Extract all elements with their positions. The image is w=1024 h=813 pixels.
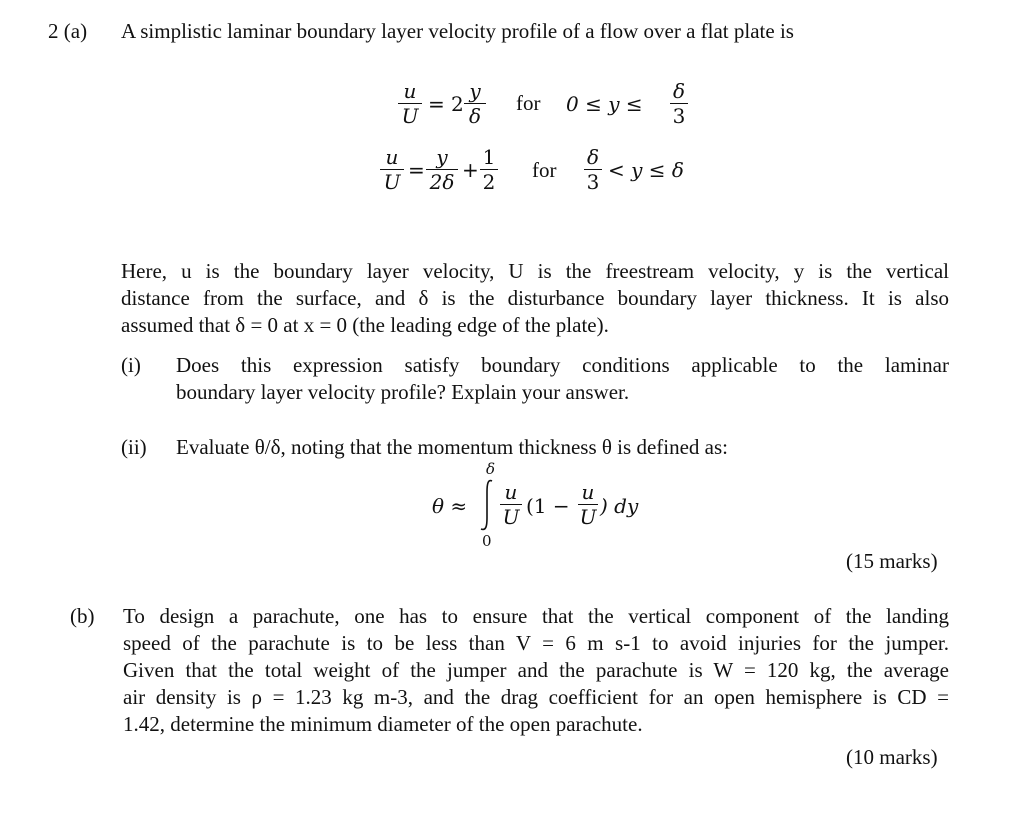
eq2-cond-num: δ [586,145,600,169]
eq1-cond-num: δ [672,79,686,103]
eq1-rhs-num: y [469,79,481,103]
eq2-rhs-den: 2δ [429,170,455,195]
description-line-1: Here, u is the boundary layer velocity, U is the freestream velocity, y is the vertical [121,259,949,283]
integral-f2-den: U [579,505,597,530]
intro-text: A simplistic laminar boundary layer velocity profile of a flow over a flat plate is [121,19,794,43]
eq2-lhs-fraction [380,146,404,193]
eq1-lhs-den: U [401,104,419,129]
part-b-line-4: air density is ρ = 1.23 kg m-3, and the drag coefficient for an open hemisphere is CD = [123,685,949,709]
eq2-cond-fraction [584,146,602,193]
eq2-for: for [532,158,557,182]
eq2-rhs-num: y [436,145,448,169]
part-b-label: (b) [70,604,95,628]
integral-sign-icon [478,478,496,532]
question-number: 2 (a) [48,19,88,43]
eq1-equals: = [428,92,445,116]
subquestion-i-line-2: boundary layer velocity profile? Explain your answer. [176,380,630,404]
integral-f1-num: u [504,480,518,504]
eq1-cond-den: 3 [672,104,686,129]
integral-close: ) dy [600,494,639,518]
integral-fraction-1 [500,481,522,528]
eq2-plus: + [462,158,479,182]
eq1-lhs-fraction [398,80,422,127]
marks-part-b: (10 marks) [846,745,938,769]
eq1-lhs-num: u [403,79,417,103]
subquestion-i-line-1: Does this expression satisfy boundary conditions applicable to the laminar [176,353,949,377]
eq1-coef: 2 [451,92,464,116]
subquestion-ii-label: (ii) [121,435,147,459]
eq1-rhs-fraction [464,80,486,127]
integral-fraction-2 [578,481,598,528]
integral-lhs: θ ≈ [432,494,468,518]
eq1-rhs-den: δ [468,104,482,129]
eq2-lhs-den: U [383,170,401,195]
eq2-const-den: 2 [482,170,496,195]
integral-f1-den: U [502,505,520,530]
description-line-3: assumed that δ = 0 at x = 0 (the leading edge of the plate). [121,313,609,337]
eq1-condition: 0 ≤ y ≤ [566,92,643,116]
integral-upper-limit: δ [486,460,496,478]
eq2-const-fraction [480,146,498,193]
part-b-line-1: To design a parachute, one has to ensure that the vertical component of the landing [123,604,949,628]
subquestion-ii-text: Evaluate θ/δ, noting that the momentum thickness θ is defined as: [176,435,728,459]
integral-open: (1 − [526,494,570,518]
marks-part-a: (15 marks) [846,549,938,573]
eq2-rhs-fraction [426,146,458,193]
eq2-const-num: 1 [482,145,496,169]
description-line-2: distance from the surface, and δ is the disturbance boundary layer thickness. It is also [121,286,949,310]
eq2-equals: = [408,158,425,182]
subquestion-i-label: (i) [121,353,141,377]
part-b-line-5: 1.42, determine the minimum diameter of the open parachute. [123,712,643,736]
integral-lower-limit: 0 [482,532,492,550]
part-b-line-3: Given that the total weight of the jumper and the parachute is W = 120 kg, the average [123,658,949,682]
eq1-cond-fraction [670,80,688,127]
part-b-line-2: speed of the parachute is to be less than V = 6 m s-1 to avoid injuries for the jumper. [123,631,949,655]
eq2-lhs-num: u [385,145,399,169]
eq2-cond-den: 3 [586,170,600,195]
integral-f2-num: u [581,480,595,504]
eq1-for: for [516,91,541,115]
eq2-condition: < y ≤ δ [608,158,684,182]
